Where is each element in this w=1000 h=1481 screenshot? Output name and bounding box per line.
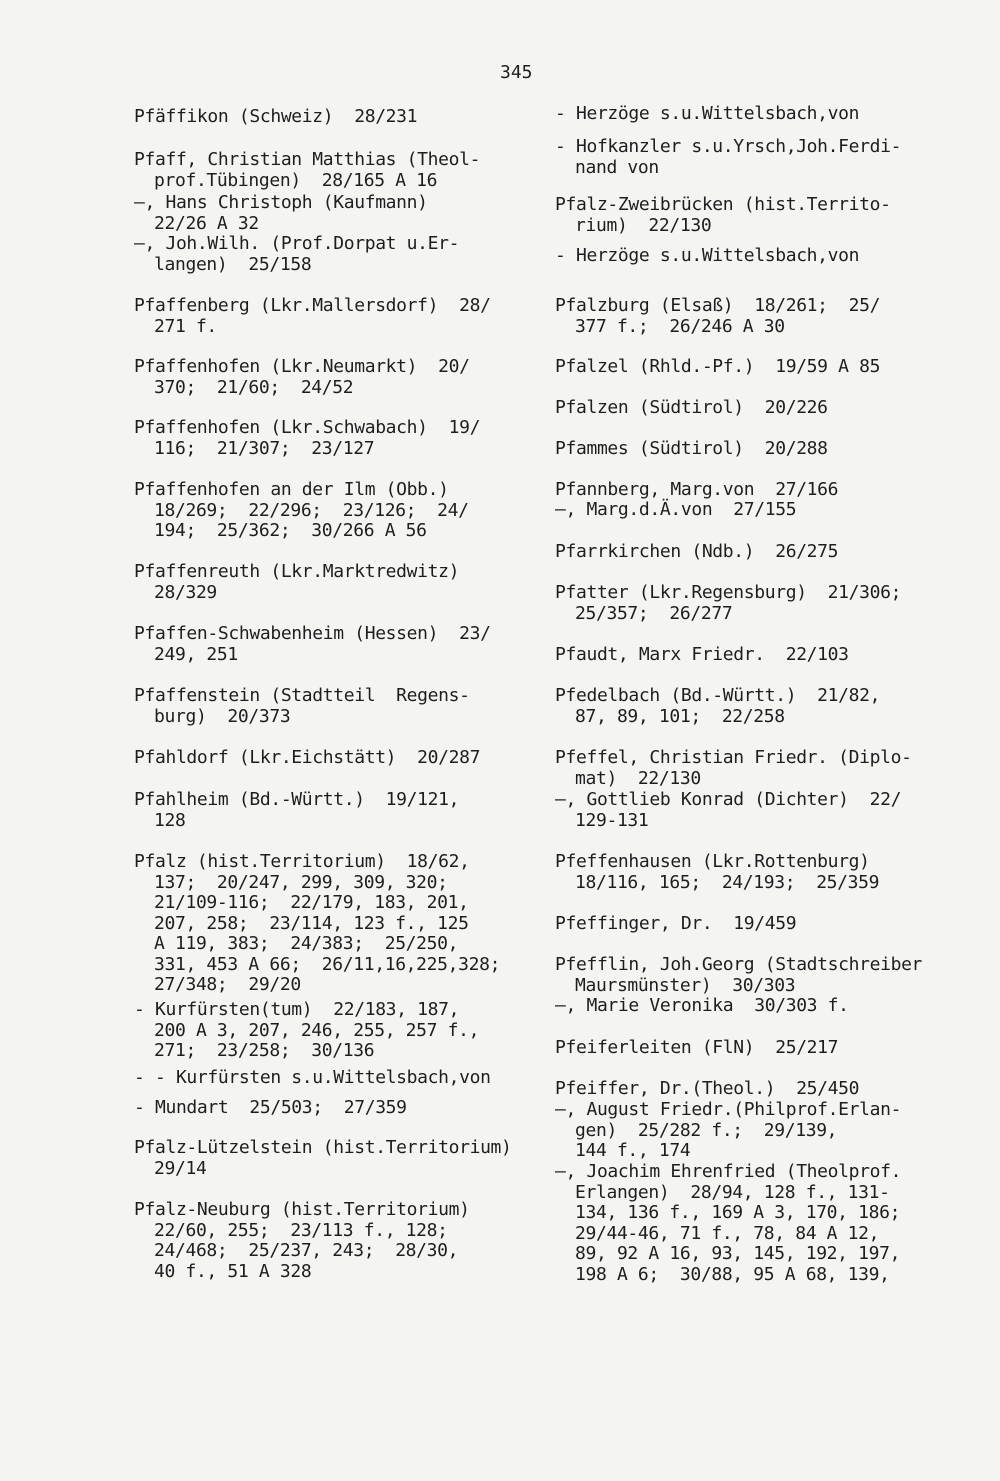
index-entry	[555, 246, 975, 267]
entry-continuation-line: 198 A 6; 30/88, 95 A 68, 139,	[575, 1263, 890, 1285]
index-entry	[134, 296, 514, 337]
entry-continuation-line: 207, 258; 23/114, 123 f., 125	[154, 912, 469, 934]
entry-continuation-line: 128	[154, 809, 186, 831]
index-entry	[555, 1162, 975, 1285]
index-entry	[555, 645, 975, 666]
entry-heading-line: Pfaff, Christian Matthias (Theol-	[134, 149, 481, 170]
entry-heading-line: Pfaffenstein (Stadtteil Regens-	[134, 685, 470, 706]
index-entry	[555, 480, 975, 501]
index-entry	[555, 104, 975, 125]
entry-heading-line: - Herzöge s.u.Wittelsbach,von	[555, 103, 860, 124]
index-entry	[134, 107, 514, 128]
entry-heading-line: - Hofkanzler s.u.Yrsch,Joh.Ferdi-	[555, 136, 902, 157]
index-entry	[134, 562, 514, 603]
entry-continuation-line: 22/26 A 32	[154, 212, 259, 234]
entry-continuation-line: 25/357; 26/277	[575, 602, 733, 624]
index-entry	[134, 686, 514, 727]
entry-continuation-line: burg) 20/373	[154, 705, 291, 727]
index-entry	[555, 852, 975, 893]
entry-continuation-line: 331, 453 A 66; 26/11,16,225,328;	[154, 953, 501, 975]
index-entry	[555, 439, 975, 460]
page-number: 345	[500, 62, 533, 83]
entry-heading-line: Pfalz-Lützelstein (hist.Territorium)	[134, 1137, 512, 1158]
index-entry	[134, 480, 514, 542]
entry-heading-line: Pfatter (Lkr.Regensburg) 21/306;	[555, 582, 902, 603]
entry-continuation-line: 21/109-116; 22/179, 183, 201,	[154, 892, 469, 913]
entry-heading-line: Pfalzen (Südtirol) 20/226	[555, 397, 828, 418]
index-entry	[555, 914, 975, 935]
entry-continuation-line: 377 f.; 26/246 A 30	[575, 315, 785, 337]
entry-heading-line: —, Hans Christoph (Kaufmann)	[134, 192, 428, 213]
entry-continuation-line: 27/348; 29/20	[154, 974, 301, 995]
entry-continuation-line: mat) 22/130	[575, 767, 701, 789]
index-entry	[555, 748, 975, 789]
index-entry	[555, 398, 975, 419]
entry-heading-line: - Mundart 25/503; 27/359	[134, 1097, 407, 1118]
entry-heading-line: Pfannberg, Marg.von 27/166	[555, 479, 839, 500]
entry-continuation-line: 29/14	[154, 1157, 207, 1179]
entry-heading-line: Pfäffikon (Schweiz) 28/231	[134, 106, 418, 127]
entry-heading-line: - - Kurfürsten s.u.Wittelsbach,von	[134, 1067, 491, 1088]
index-entry	[555, 686, 975, 727]
entry-heading-line: —, Joh.Wilh. (Prof.Dorpat u.Er-	[134, 233, 460, 254]
index-entry	[555, 357, 975, 378]
index-entry	[555, 296, 975, 337]
index-entry	[134, 418, 514, 459]
entry-continuation-line: 144 f., 174	[575, 1140, 691, 1161]
entry-continuation-line: 200 A 3, 207, 246, 255, 257 f.,	[154, 1019, 480, 1041]
index-entry	[555, 955, 975, 996]
entry-continuation-line: prof.Tübingen) 28/165 A 16	[154, 169, 438, 191]
index-entry	[555, 1100, 975, 1162]
entry-continuation-line: 134, 136 f., 169 A 3, 170, 186;	[575, 1202, 901, 1223]
index-entry	[555, 195, 975, 236]
entry-heading-line: - Herzöge s.u.Wittelsbach,von	[555, 245, 860, 266]
entry-heading-line: Pfefflin, Joh.Georg (Stadtschreiber	[555, 954, 923, 975]
entry-continuation-line: rium) 22/130	[575, 214, 712, 236]
entry-heading-line: —, Marg.d.Ä.von 27/155	[555, 499, 797, 520]
entry-heading-line: Pfammes (Südtirol) 20/288	[555, 438, 828, 459]
entry-heading-line: Pfaffenreuth (Lkr.Marktredwitz)	[134, 561, 460, 582]
index-entry	[134, 748, 514, 769]
entry-heading-line: Pfalzburg (Elsaß) 18/261; 25/	[555, 295, 881, 316]
entry-heading-line: Pfaffenhofen (Lkr.Schwabach) 19/	[134, 417, 481, 438]
entry-continuation-line: 28/329	[154, 581, 217, 603]
entry-continuation-line: Erlangen) 28/94, 128 f., 131-	[575, 1181, 890, 1203]
entry-continuation-line: A 119, 383; 24/383; 25/250,	[154, 933, 459, 954]
index-entry	[555, 137, 975, 178]
entry-continuation-line: 194; 25/362; 30/266 A 56	[154, 520, 427, 541]
entry-heading-line: Pfeiferleiten (FlN) 25/217	[555, 1037, 839, 1058]
entry-heading-line: Pfeiffer, Dr.(Theol.) 25/450	[555, 1078, 860, 1099]
entry-heading-line: Pfahlheim (Bd.-Württ.) 19/121,	[134, 789, 460, 810]
entry-heading-line: —, Joachim Ehrenfried (Theolprof.	[555, 1161, 902, 1182]
entry-heading-line: Pfaffenhofen an der Ilm (Obb.)	[134, 479, 449, 500]
entry-heading-line: Pfaffenberg (Lkr.Mallersdorf) 28/	[134, 295, 491, 316]
index-entry	[134, 193, 514, 234]
index-entry	[134, 790, 514, 831]
entry-continuation-line: gen) 25/282 f.; 29/139,	[575, 1119, 838, 1141]
entry-continuation-line: 137; 20/247, 299, 309, 320;	[154, 871, 448, 893]
index-entry	[555, 996, 975, 1017]
entry-continuation-line: 89, 92 A 16, 93, 145, 192, 197,	[575, 1243, 901, 1264]
entry-continuation-line: 24/468; 25/237, 243; 28/30,	[154, 1240, 459, 1261]
entry-heading-line: Pfalz (hist.Territorium) 18/62,	[134, 851, 470, 872]
entry-heading-line: Pfaffen-Schwabenheim (Hessen) 23/	[134, 623, 491, 644]
entry-continuation-line: 29/44-46, 71 f., 78, 84 A 12,	[575, 1222, 880, 1244]
entry-continuation-line: 370; 21/60; 24/52	[154, 376, 354, 398]
entry-continuation-line: 271; 23/258; 30/136	[154, 1040, 375, 1061]
index-entry	[134, 150, 514, 191]
entry-heading-line: —, Marie Veronika 30/303 f.	[555, 995, 849, 1016]
index-entry	[134, 357, 514, 398]
entry-heading-line: Pfedelbach (Bd.-Württ.) 21/82,	[555, 685, 881, 706]
index-entry	[555, 542, 975, 563]
index-entry	[134, 624, 514, 665]
index-entry	[134, 1138, 514, 1179]
index-entry	[134, 852, 514, 996]
entry-continuation-line: 129-131	[575, 809, 649, 831]
entry-continuation-line: 18/116, 165; 24/193; 25/359	[575, 871, 880, 893]
entry-continuation-line: 22/60, 255; 23/113 f., 128;	[154, 1219, 448, 1241]
index-entry	[555, 500, 975, 521]
index-entry	[555, 790, 975, 831]
entry-continuation-line: 40 f., 51 A 328	[154, 1260, 312, 1282]
entry-heading-line: - Kurfürsten(tum) 22/183, 187,	[134, 999, 460, 1020]
entry-heading-line: Pfaffenhofen (Lkr.Neumarkt) 20/	[134, 356, 470, 377]
entry-heading-line: Pfahldorf (Lkr.Eichstätt) 20/287	[134, 747, 481, 768]
entry-continuation-line: 18/269; 22/296; 23/126; 24/	[154, 499, 469, 521]
entry-heading-line: Pfeffel, Christian Friedr. (Diplo-	[555, 747, 912, 768]
entry-heading-line: Pfarrkirchen (Ndb.) 26/275	[555, 541, 839, 562]
entry-continuation-line: Maursmünster) 30/303	[575, 974, 796, 996]
index-entry	[134, 1068, 514, 1089]
index-entry	[555, 583, 975, 624]
entry-continuation-line: nand von	[575, 156, 659, 178]
index-entry	[555, 1038, 975, 1059]
index-entry	[134, 1000, 514, 1062]
entry-heading-line: —, August Friedr.(Philprof.Erlan-	[555, 1099, 902, 1120]
entry-continuation-line: 249, 251	[154, 643, 238, 665]
index-entry	[555, 1079, 975, 1100]
entry-heading-line: Pfaudt, Marx Friedr. 22/103	[555, 644, 849, 665]
entry-heading-line: —, Gottlieb Konrad (Dichter) 22/	[555, 789, 902, 810]
entry-continuation-line: langen) 25/158	[154, 253, 312, 275]
entry-continuation-line: 271 f.	[154, 315, 217, 337]
entry-heading-line: Pfeffenhausen (Lkr.Rottenburg)	[555, 851, 870, 872]
entry-heading-line: Pfalzel (Rhld.-Pf.) 19/59 A 85	[555, 356, 881, 377]
index-entry	[134, 1098, 514, 1119]
entry-continuation-line: 87, 89, 101; 22/258	[575, 705, 785, 727]
entry-heading-line: Pfalz-Zweibrücken (hist.Territo-	[555, 194, 891, 215]
entry-heading-line: Pfeffinger, Dr. 19/459	[555, 913, 797, 934]
entry-heading-line: Pfalz-Neuburg (hist.Territorium)	[134, 1199, 470, 1220]
entry-continuation-line: 116; 21/307; 23/127	[154, 437, 375, 459]
index-entry	[134, 234, 514, 275]
index-entry	[134, 1200, 514, 1282]
